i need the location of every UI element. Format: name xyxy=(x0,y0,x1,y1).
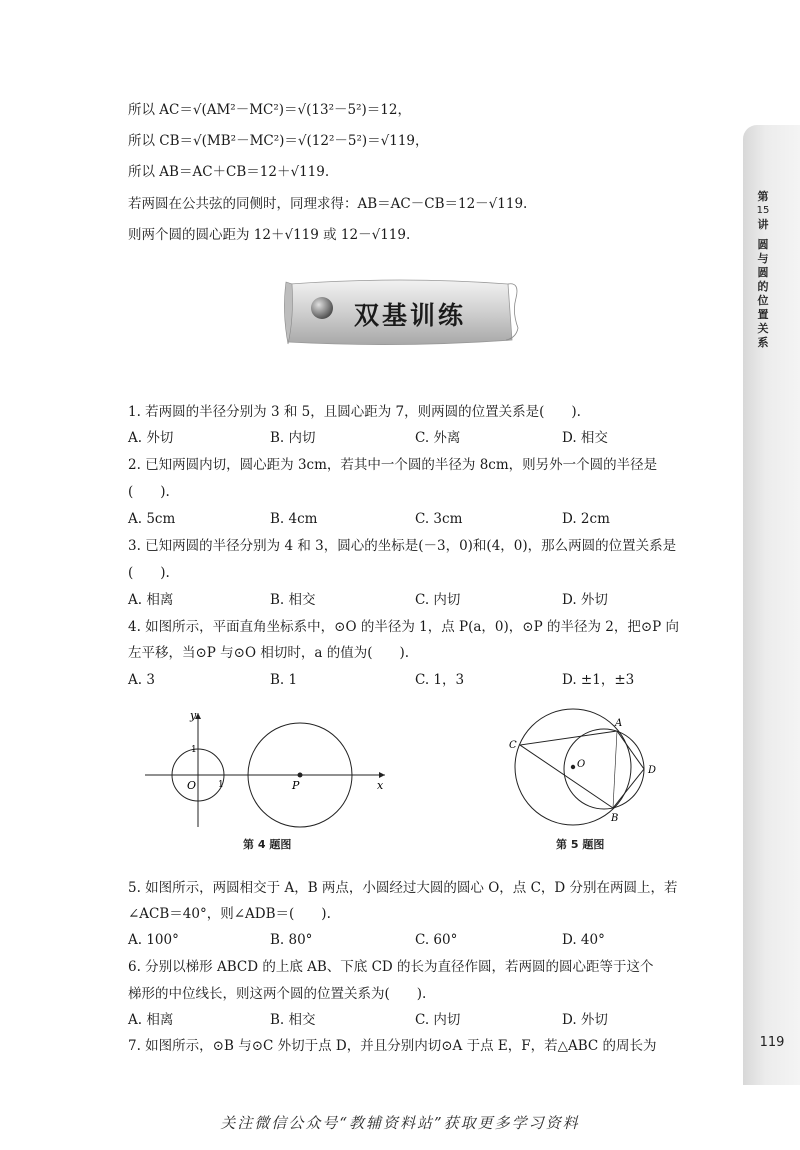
question-3-text: 3. 已知两圆的半径分别为 4 和 3，圆心的坐标是(－3，0)和(4，0)，那么两圆的位置关系是 xyxy=(128,538,677,554)
q6-option-d: D. 外切 xyxy=(562,1012,608,1028)
question-4-text: 4. 如图所示，平面直角坐标系中，⊙O 的半径为 1，点 P(a，0)，⊙P 的半径为 2，把⊙P 向 xyxy=(128,619,680,635)
fig5-small-circle xyxy=(564,729,644,809)
q2-option-b: B. 4cm xyxy=(270,511,318,527)
q6-option-c: C. 内切 xyxy=(415,1012,461,1028)
question-1-text: 1. 若两圆的半径分别为 3 和 5，且圆心距为 7，则两圆的位置关系是( ). xyxy=(128,404,581,420)
q6-option-b: B. 相交 xyxy=(270,1012,316,1028)
q3-option-b: B. 相交 xyxy=(270,592,316,608)
q1-option-a: A. 外切 xyxy=(128,430,174,446)
fig4-point-p xyxy=(298,773,303,778)
footer-notice: 关注微信公众号“教辅资料站”获取更多学习资料 xyxy=(220,1114,580,1132)
solution-line-4: 若两圆在公共弦的同侧时，同理求得：AB＝AC－CB＝12－√119. xyxy=(128,196,528,212)
q3-option-d: D. 外切 xyxy=(562,592,608,608)
q5-option-c: C. 60° xyxy=(415,932,458,948)
question-5-text: 5. 如图所示，两圆相交于 A，B 两点，小圆经过大圆的圆心 O，点 C，D 分别在两圆上，若 xyxy=(128,880,678,896)
fig5-label-a: A xyxy=(615,718,623,729)
solution-line-2: 所以 CB＝√(MB²－MC²)＝√(12²－5²)＝√119， xyxy=(128,133,429,149)
question-7-text: 7. 如图所示，⊙B 与⊙C 外切于点 D，并且分别内切⊙A 于点 E，F，若△ABC 的周长为 xyxy=(128,1038,657,1054)
q2-option-d: D. 2cm xyxy=(562,511,610,527)
question-2-text-cont: ( ). xyxy=(128,484,170,500)
q3-option-a: A. 相离 xyxy=(128,592,174,608)
fig4-label-1-top: 1 xyxy=(191,745,197,755)
question-4-text-cont: 左平移，当⊙P 与⊙O 相切时，a 的值为( ). xyxy=(128,645,410,661)
fig5-chords-d xyxy=(613,731,644,808)
solution-line-3: 所以 AB＝AC＋CB＝12＋√119. xyxy=(128,164,330,180)
chapter-side-label: 第 15 讲 圆 与 圆 的 位 置 关 系 xyxy=(756,190,770,349)
question-5-text-cont: ∠ACB＝40°，则∠ADB＝( ). xyxy=(128,906,331,922)
question-3-text-cont: ( ). xyxy=(128,565,170,581)
q1-option-c: C. 外离 xyxy=(415,430,461,446)
page-number: 119 xyxy=(759,1035,785,1050)
figure-5-caption: 第 5 题图 xyxy=(556,838,605,851)
banner-ball-icon xyxy=(311,297,333,319)
q4-option-c: C. 1，3 xyxy=(415,672,465,688)
question-6-text-cont: 梯形的中位线长，则这两个圆的位置关系为( ). xyxy=(128,986,427,1002)
fig4-label-p: P xyxy=(292,779,300,792)
q1-option-d: D. 相交 xyxy=(562,430,608,446)
question-6-text: 6. 分别以梯形 ABCD 的上底 AB、下底 CD 的长为直径作圆，若两圆的圆心距等于这个 xyxy=(128,959,654,975)
q5-option-a: A. 100° xyxy=(128,932,179,948)
solution-line-1: 所以 AC＝√(AM²－MC²)＝√(13²－5²)＝12， xyxy=(128,102,411,118)
figure-4-diagram xyxy=(140,705,390,830)
fig5-chords-c xyxy=(520,731,617,808)
q5-option-d: D. 40° xyxy=(562,932,605,948)
fig4-label-1-right: 1 xyxy=(218,780,224,790)
fig5-point-o xyxy=(571,765,575,769)
fig4-x-arrow-icon xyxy=(379,772,385,778)
fig5-label-d: D xyxy=(648,765,657,776)
fig5-chord-ab xyxy=(613,731,617,808)
fig4-label-x: x xyxy=(377,779,384,792)
q2-option-c: C. 3cm xyxy=(415,511,463,527)
fig5-label-c: C xyxy=(509,740,517,751)
q4-option-d: D. ±1，±3 xyxy=(562,672,635,688)
q6-option-a: A. 相离 xyxy=(128,1012,174,1028)
fig4-label-y: y xyxy=(190,709,197,722)
q4-option-a: A. 3 xyxy=(128,672,155,688)
q4-option-b: B. 1 xyxy=(270,672,298,688)
question-2-text: 2. 已知两圆内切，圆心距为 3cm，若其中一个圆的半径为 8cm，则另外一个圆的半径是 xyxy=(128,457,658,473)
q2-option-a: A. 5cm xyxy=(128,511,176,527)
figure-4-caption: 第 4 题图 xyxy=(243,838,292,851)
fig5-label-b: B xyxy=(611,813,619,824)
fig5-label-o: O xyxy=(577,759,586,770)
q3-option-c: C. 内切 xyxy=(415,592,461,608)
fig4-label-o: O xyxy=(187,779,197,792)
section-title: 双基训练 xyxy=(353,301,466,330)
q5-option-b: B. 80° xyxy=(270,932,313,948)
solution-line-5: 则两个圆的圆心距为 12＋√119 或 12－√119. xyxy=(128,227,411,243)
figure-5-diagram xyxy=(500,705,670,830)
q1-option-b: B. 内切 xyxy=(270,430,316,446)
